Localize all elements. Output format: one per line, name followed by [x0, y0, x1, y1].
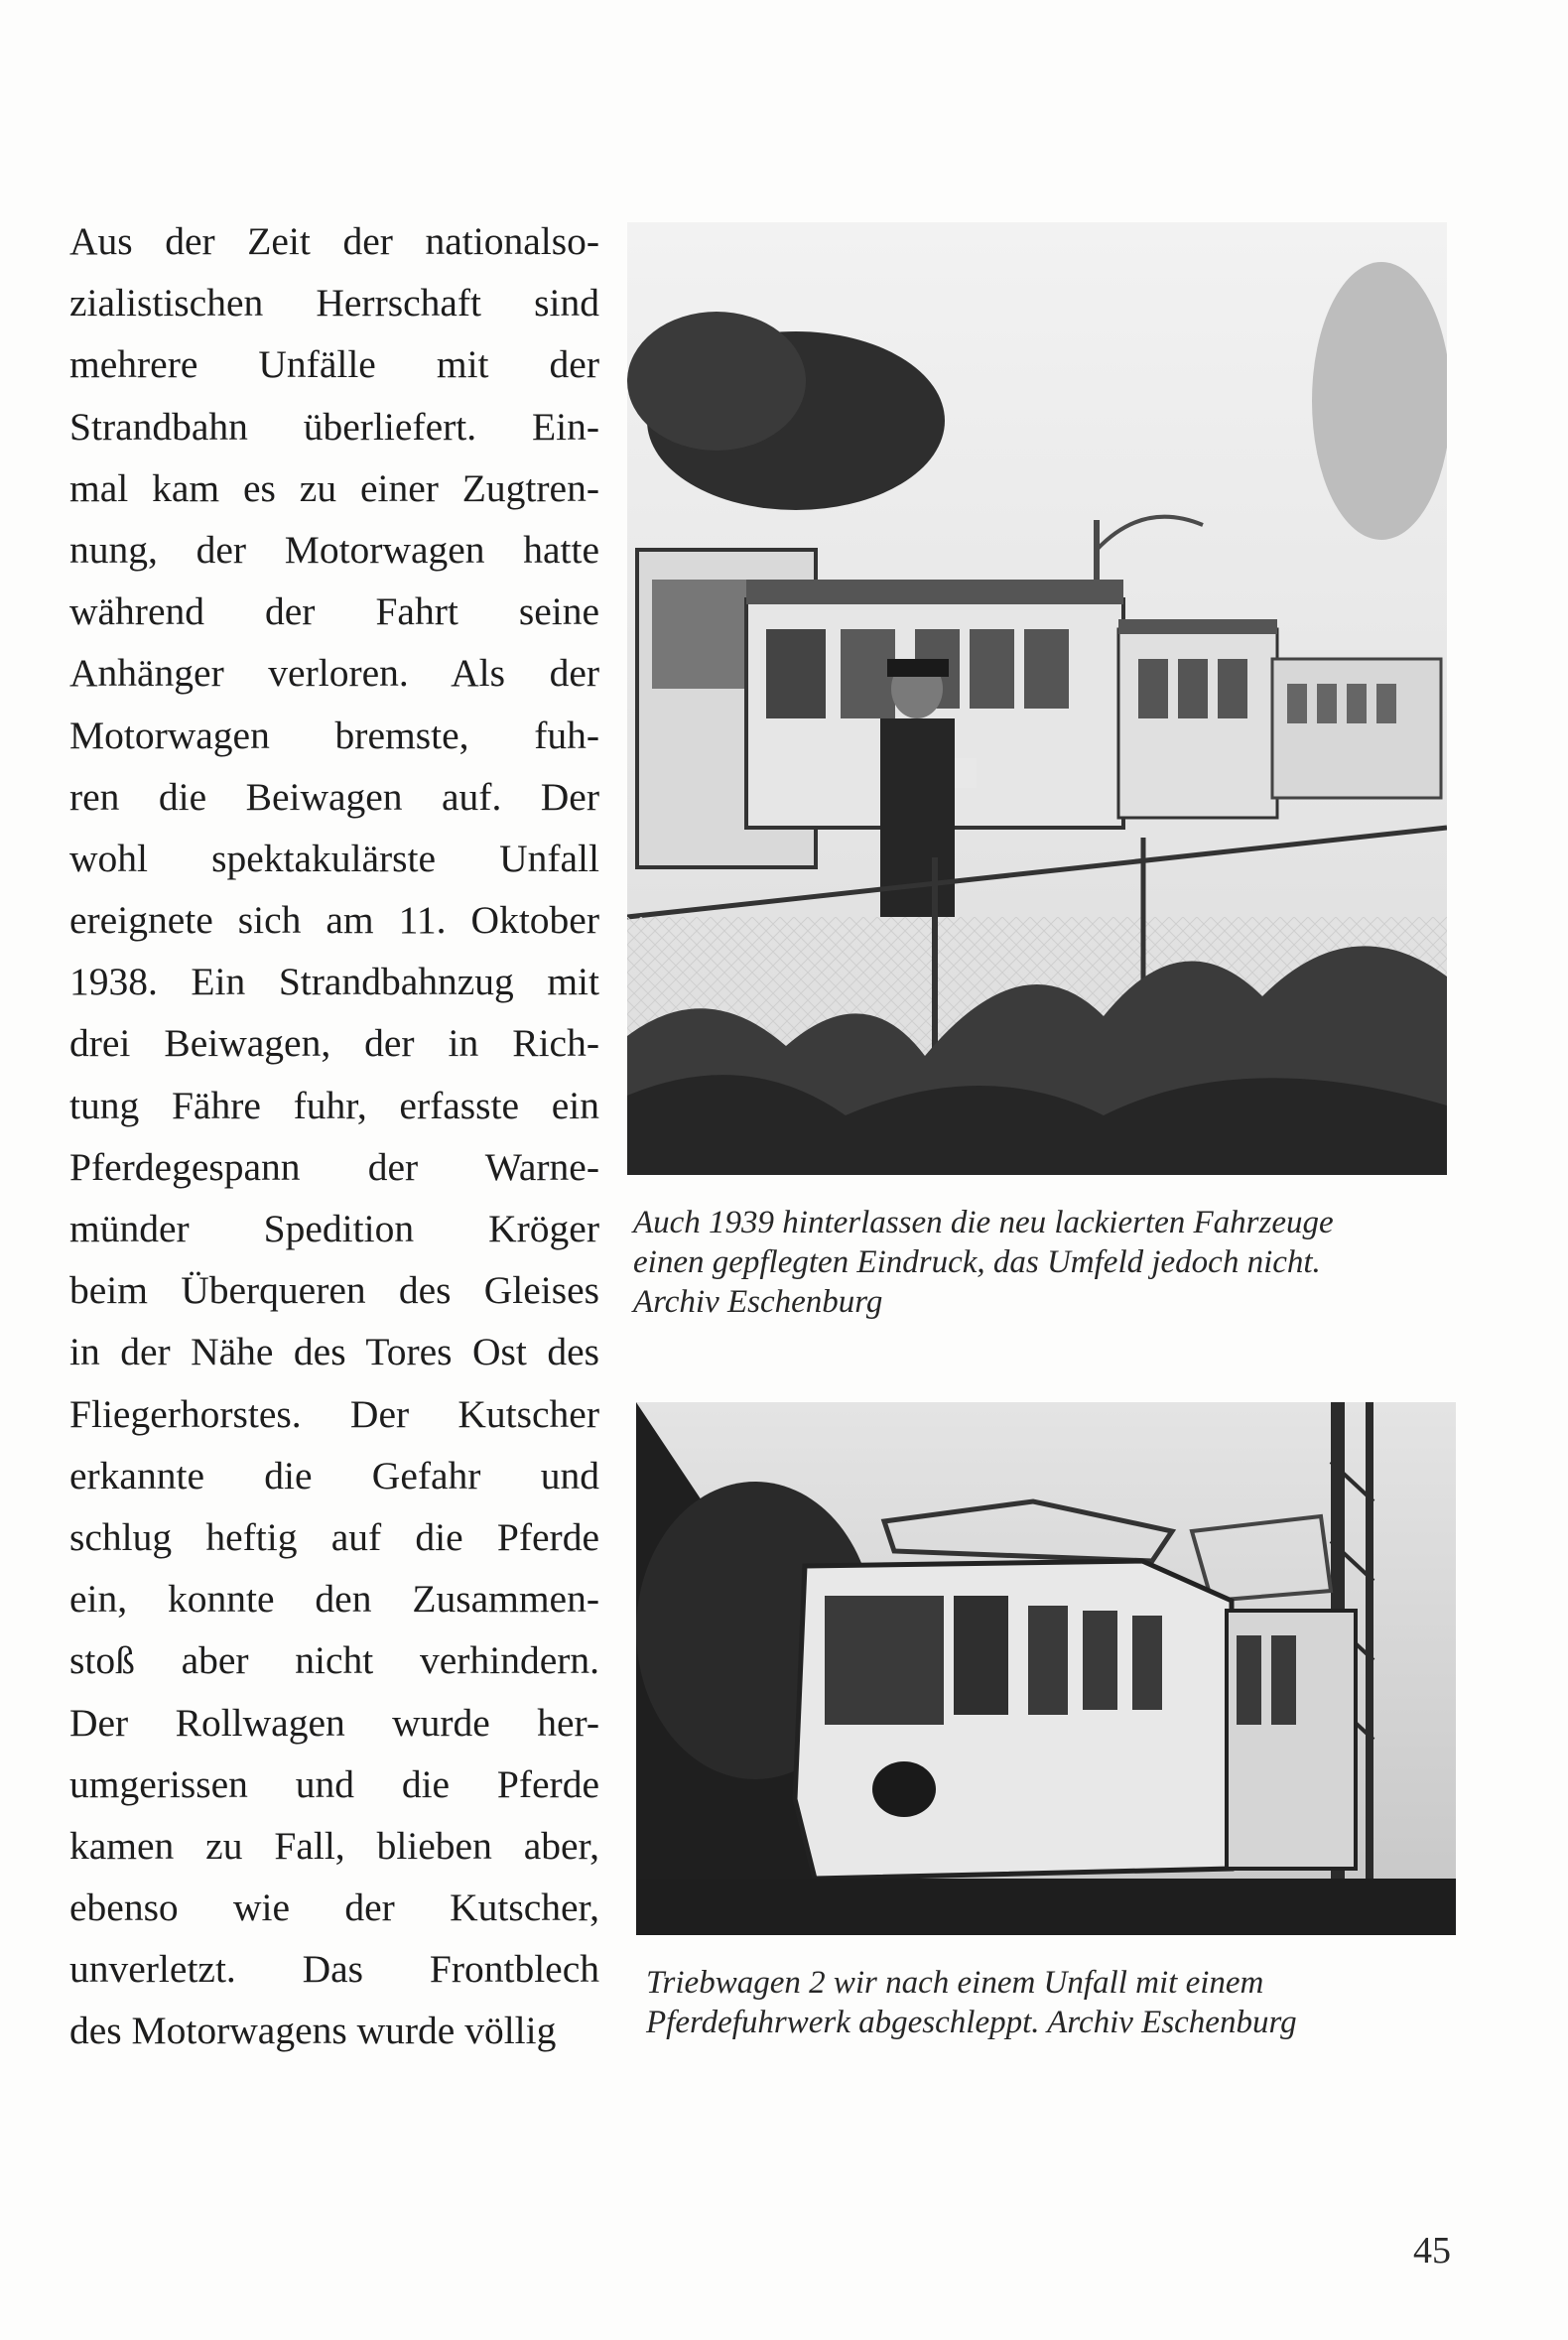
- body-line: mal kam es zu einer Zugtren-: [69, 465, 599, 510]
- body-line: stoß aber nicht verhindern.: [69, 1638, 599, 1683]
- caption-line: Archiv Eschenburg: [633, 1284, 883, 1320]
- caption-line: Triebwagen 2 wir nach einem Unfall mit einem: [646, 1965, 1264, 2001]
- tram-photo-accident: [636, 1402, 1456, 1935]
- body-line: Anhänger verloren. Als der: [69, 651, 599, 696]
- body-line: schlug heftig auf die Pferde: [69, 1514, 599, 1559]
- body-line: mehrere Unfälle mit der: [69, 342, 599, 387]
- photo-caption-2: [646, 1963, 1470, 2042]
- body-line: Motorwagen bremste, fuh-: [69, 713, 599, 757]
- page-number: 45: [1413, 2230, 1451, 2272]
- body-line: beim Überqueren des Gleises: [69, 1268, 599, 1313]
- tram-photo-accident-image: [636, 1402, 1456, 1935]
- body-line: ren die Beiwagen auf. Der: [69, 774, 599, 819]
- body-line: Aus der Zeit der nationalso-: [69, 219, 599, 263]
- caption-line: einen gepflegten Eindruck, das Umfeld jedoch nicht.: [633, 1244, 1321, 1280]
- body-line: Der Rollwagen wurde her-: [69, 1700, 599, 1745]
- body-line: tung Fähre fuhr, erfasste ein: [69, 1083, 599, 1127]
- body-line: umgerissen und die Pferde: [69, 1761, 599, 1806]
- body-line: drei Beiwagen, der in Rich-: [69, 1021, 599, 1066]
- body-line: unverletzt. Das Frontblech: [69, 1947, 599, 1992]
- body-line: des Motorwagens wurde völlig: [69, 2009, 557, 2053]
- body-line: Strandbahn überliefert. Ein-: [69, 404, 599, 449]
- body-line: zialistischen Herrschaft sind: [69, 281, 599, 325]
- caption-line: Pferdefuhrwerk abgeschleppt. Archiv Eschenburg: [646, 2005, 1297, 2040]
- body-line: ein, konnte den Zusammen-: [69, 1577, 599, 1622]
- body-line: ebenso wie der Kutscher,: [69, 1885, 599, 1930]
- photo-caption-1: [633, 1203, 1457, 1322]
- body-line: während der Fahrt seine: [69, 589, 599, 634]
- body-line: 1938. Ein Strandbahnzug mit: [69, 960, 599, 1004]
- body-line: Pferdegespann der Warne-: [69, 1144, 599, 1189]
- body-line: ereignete sich am 11. Oktober: [69, 898, 599, 943]
- tram-photo-1939: [627, 222, 1447, 1175]
- body-line: erkannte die Gefahr und: [69, 1453, 599, 1497]
- body-line: in der Nähe des Tores Ost des: [69, 1330, 599, 1374]
- body-text-column: [69, 210, 599, 2062]
- body-line: wohl spektakulärste Unfall: [69, 836, 599, 880]
- body-line: kamen zu Fall, blieben aber,: [69, 1823, 599, 1868]
- body-line: münder Spedition Kröger: [69, 1207, 599, 1250]
- body-line: nung, der Motorwagen hatte: [69, 527, 599, 572]
- body-line: Fliegerhorstes. Der Kutscher: [69, 1391, 599, 1436]
- caption-line: Auch 1939 hinterlassen die neu lackierten Fahrzeuge: [633, 1205, 1334, 1240]
- tram-photo-1939-image: [627, 222, 1447, 1175]
